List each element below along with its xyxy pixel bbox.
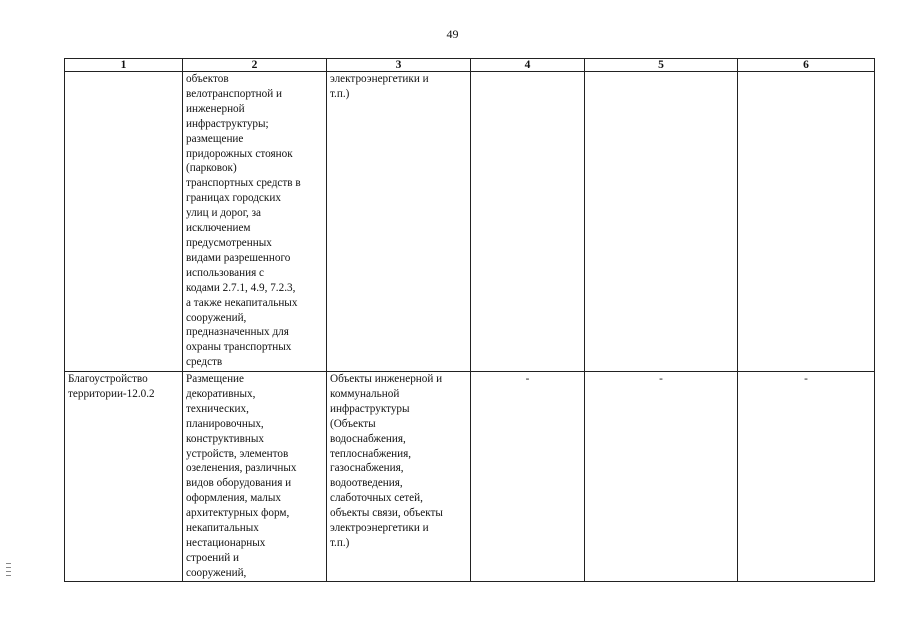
row1-col3-text: электроэнергетики и т.п.): [330, 73, 429, 100]
row2-col5-cell: [585, 372, 738, 582]
table-row: [65, 372, 875, 582]
row2-col3-cell: [327, 372, 471, 582]
table-header-row: [65, 59, 875, 72]
row1-col1-cell: [65, 72, 183, 372]
row2-col4-text: -: [525, 373, 530, 385]
row2-col6-text: -: [804, 373, 808, 385]
table-row: [65, 72, 875, 372]
row2-col3-text: Объекты инженерной и коммунальной инфраструктуры (Объекты водоснабжения, теплоснабжения, газоснабжения, водоотведения, слаботочных сетей, объекты связи, объекты электроэнергетики и т.п.): [330, 373, 443, 549]
row1-col2-text: объектов велотранспортной и инженерной инфраструктуры; размещение придорожных стоянок (парковок) транспортных средств в границах городских улиц и дорог, за исключением предусмотренных видами разрешенного использования с кодами 2.7.1, 4.9, 7.2.3, а также некапитальных сооружений, предназначенных для охраны транспортных средств: [186, 73, 301, 369]
row2-col1-text: Благоустройство территории-12.0.2: [68, 373, 155, 400]
scan-margin-mark: [6, 563, 11, 589]
header-col-5: 5: [585, 59, 738, 72]
row1-col4-cell: [471, 72, 585, 372]
header-col-3: 3: [327, 59, 471, 72]
page-number: 49: [446, 27, 459, 41]
row2-col1-cell: [65, 372, 183, 582]
header-col-1: 1: [65, 59, 183, 72]
row2-col5-text: -: [659, 373, 663, 385]
row1-col6-cell: [738, 72, 875, 372]
row1-col3-cell: [327, 72, 471, 372]
regulations-table: [64, 58, 875, 582]
row2-col6-cell: [738, 372, 875, 582]
row2-col2-cell: [183, 372, 327, 582]
header-col-4: 4: [471, 59, 585, 72]
row2-col2-text: Размещение декоративных, технических, планировочных, конструктивных устройств, элементов озеленения, различных видов оборудования и оформления, малых архитектурных форм, некапитальных нестационарных строений и сооружений,: [186, 373, 297, 579]
header-col-2: 2: [183, 59, 327, 72]
row1-col5-cell: [585, 72, 738, 372]
row2-col4-cell: [471, 372, 585, 582]
row1-col2-cell: [183, 72, 327, 372]
header-col-6: 6: [738, 59, 875, 72]
